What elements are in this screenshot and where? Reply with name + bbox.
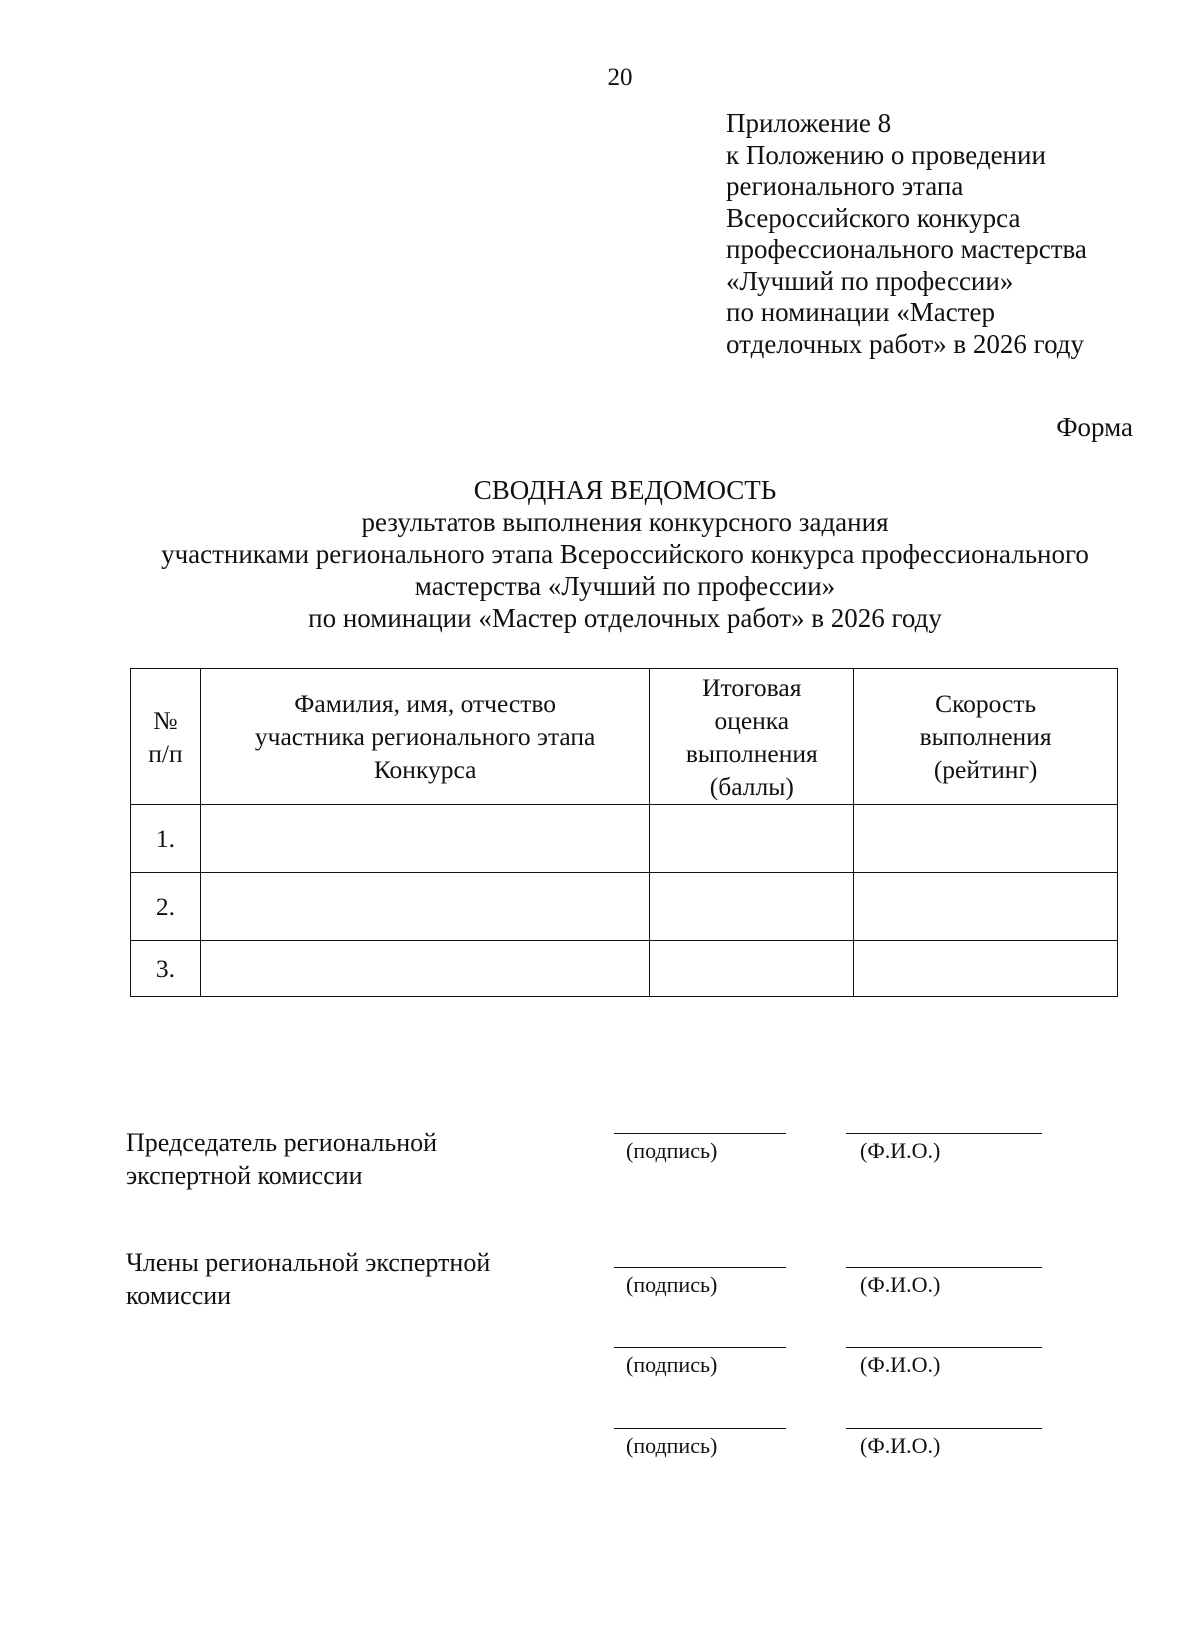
chairman-label: Председатель региональной экспертной комиссии [126,1128,438,1190]
name-line [846,1267,1042,1268]
header-participant-name: Фамилия, имя, отчество участника регионального этапа Конкурса [200,669,649,805]
row-number-cell: 2. [131,873,201,941]
table-header-row [131,669,1118,805]
participant-name-cell [200,941,649,997]
appendix-line: к Положению о проведении [726,139,1046,170]
final-score-cell [650,941,854,997]
signature-caption: (подпись) [626,1352,718,1377]
form-label: Форма [1056,412,1133,442]
table-row [131,873,1118,941]
title-heading: СВОДНАЯ ВЕДОМОСТЬ [473,475,777,505]
name-line [846,1133,1042,1134]
signature-caption: (подпись) [626,1138,718,1163]
title-line: мастерства «Лучший по профессии» [414,571,836,601]
name-line [846,1428,1042,1429]
participant-name-cell [200,805,649,873]
participant-name-cell [200,873,649,941]
appendix-line: Приложение 8 [726,108,892,138]
header-number: № п/п [131,669,201,805]
final-score-cell [650,873,854,941]
signature-line [614,1133,786,1134]
signature-line [614,1267,786,1268]
name-caption: (Ф.И.О.) [860,1272,941,1297]
speed-rating-cell [854,873,1118,941]
table-row [131,941,1118,997]
table-row [131,805,1118,873]
appendix-line: регионального этапа [726,171,964,201]
name-line [846,1347,1042,1348]
name-caption: (Ф.И.О.) [860,1138,941,1163]
title-line: результатов выполнения конкурсного задания [361,507,889,537]
name-caption: (Ф.И.О.) [860,1352,941,1377]
header-final-score: Итоговая оценка выполнения (баллы) [650,669,854,805]
appendix-line: «Лучший по профессии» [726,265,1014,296]
page-number: 20 [607,64,633,91]
members-label: Члены региональной экспертной комиссии [126,1248,491,1310]
title-line: участниками регионального этапа Всероссийского конкурса профессионального [161,539,1089,569]
signature-line [614,1347,786,1348]
title-line: по номинации «Мастер отделочных работ» в 2026 году [308,603,942,633]
signature-caption: (подпись) [626,1433,718,1458]
final-score-cell [650,805,854,873]
appendix-line: по номинации «Мастер [726,297,995,327]
signature-line [614,1428,786,1429]
name-caption: (Ф.И.О.) [860,1433,941,1458]
speed-rating-cell [854,805,1118,873]
speed-rating-cell [854,941,1118,997]
row-number-cell: 3. [131,941,201,997]
appendix-line: Всероссийского конкурса [726,202,1021,233]
results-table [130,668,1118,997]
row-number-cell: 1. [131,805,201,873]
appendix-line: профессионального мастерства [726,234,1087,264]
document-title [90,474,1160,634]
appendix-reference [726,108,1087,360]
header-speed-rating: Скорость выполнения (рейтинг) [854,669,1118,805]
appendix-line: отделочных работ» в 2026 году [726,328,1085,359]
signature-caption: (подпись) [626,1272,718,1297]
